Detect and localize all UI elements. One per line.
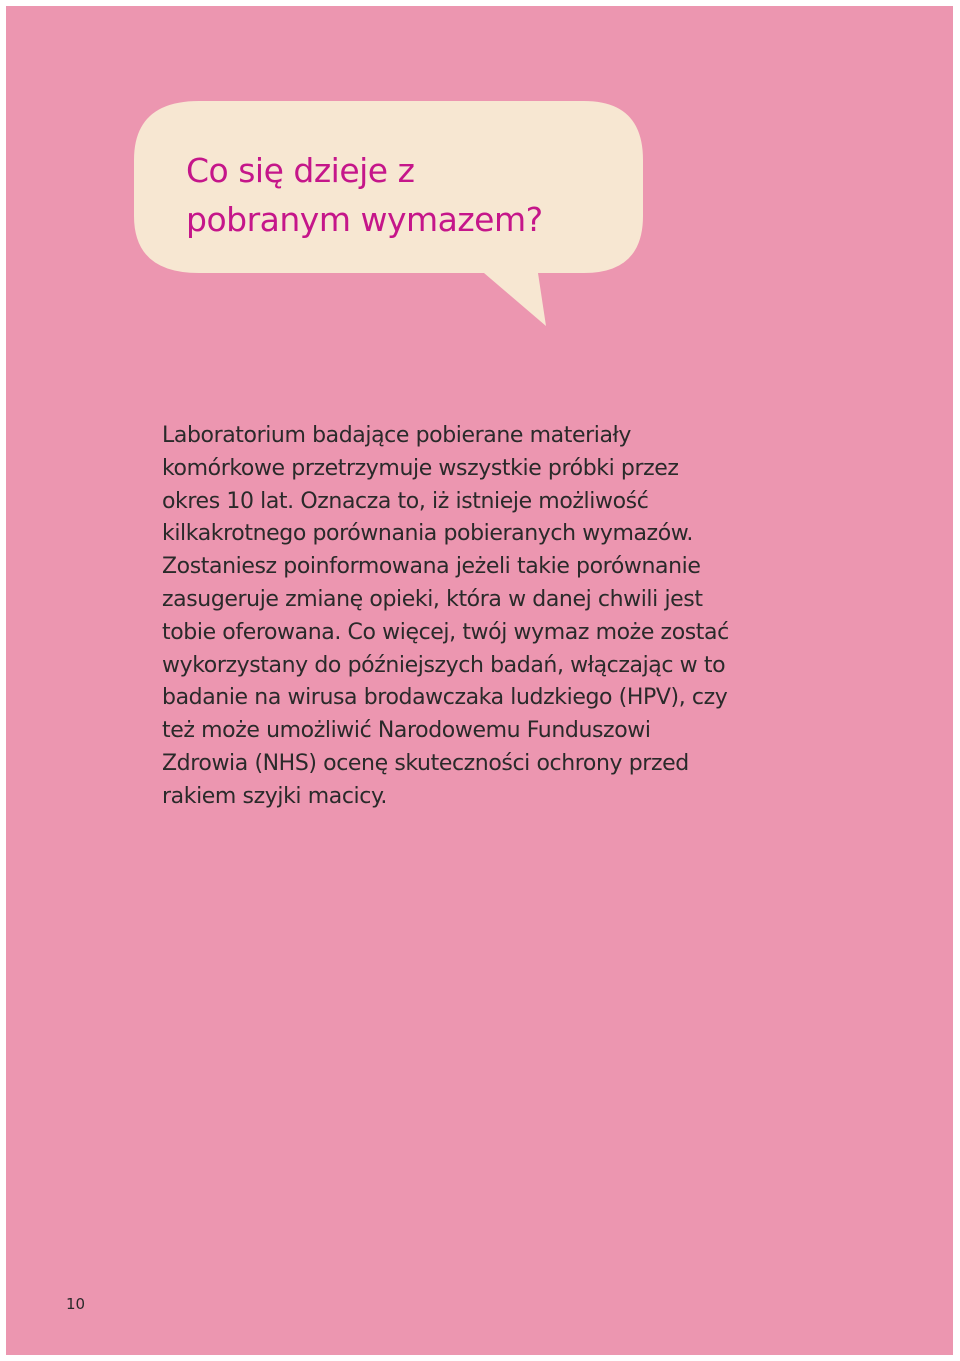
body-line: kilkakrotnego porównania pobieranych wymazów. [162,521,693,547]
body-line: zasugeruje zmianę opieki, która w danej chwili jest [162,586,703,612]
body-line: tobie oferowana. Co więcej, twój wymaz może zostać [162,619,729,645]
body-line: okres 10 lat. Oznacza to, iż istnieje możliwość [162,488,649,514]
bubble-title-line: Co się dzieje z [186,151,415,190]
page [6,6,953,1355]
page-number: 10 [66,1295,86,1313]
body-line: badanie na wirusa brodawczaka ludzkiego (HPV), czy [162,685,728,711]
body-line: Zdrowia (NHS) ocenę skuteczności ochrony przed [162,750,689,776]
bubble-title-line: pobranym wymazem? [186,200,543,239]
body-line: rakiem szyjki macicy. [162,783,388,809]
body-paragraph [162,420,802,814]
body-line: Laboratorium badające pobierane materiały [162,423,632,448]
body-line: wykorzystany do późniejszych badań, włączając w to [162,652,726,678]
body-line: Zostaniesz poinformowana jeżeli takie porównanie [162,554,701,580]
bubble-title [186,146,543,244]
body-line: też może umożliwić Narodowemu Funduszowi [162,718,651,744]
body-line: komórkowe przetrzymuje wszystkie próbki przez [162,455,679,481]
